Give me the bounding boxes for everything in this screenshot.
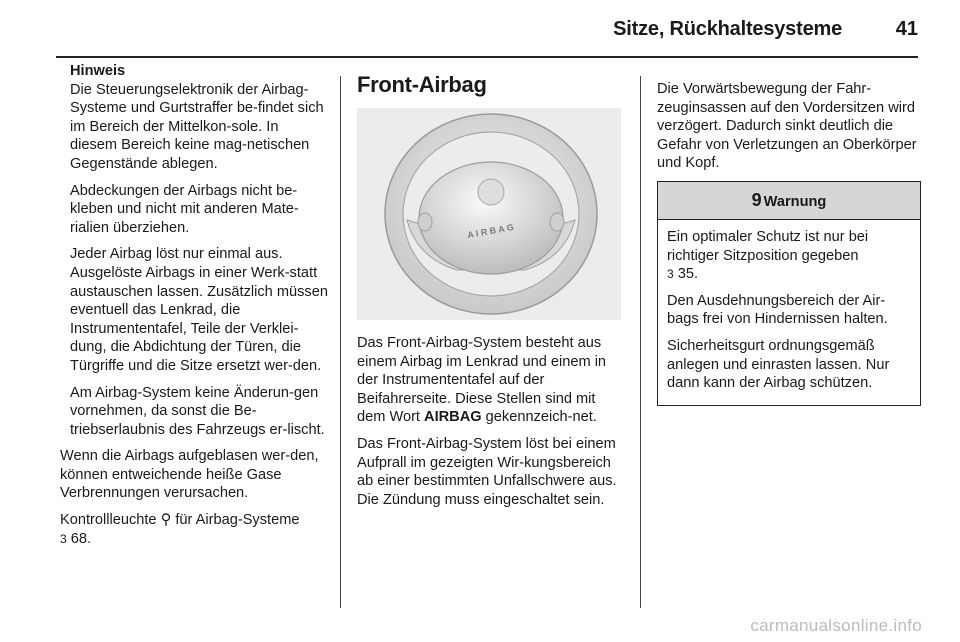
note-paragraph: Die Steuerungselektronik der Airbag-Systeme und Gurtstraffer be-findet sich im Bereich der Mittelkon-sole. In diesem Bereich keine mag-netischen Gegenstände ablegen. — [70, 81, 324, 172]
warning-body — [658, 220, 920, 405]
body-paragraph: Die Vorwärtsbewegung der Fahr-zeuginsassen auf den Vordersitzen wird verzögert. Dadurch sinkt deutlich die Gefahr von Verletzungen an Oberkörper und Kopf. — [657, 81, 917, 172]
warning-triangle-icon: 9 — [751, 189, 762, 210]
section-heading: Front-Airbag — [357, 72, 487, 97]
warning-paragraph: Ein optimaler Schutz ist nur bei richtiger Sitzposition gegeben 3 35. — [667, 228, 869, 283]
indicator-paragraph: Kontrollleuchte ⚲ für Airbag-Systeme 3 68. — [60, 512, 300, 547]
warning-title: Warnung — [763, 193, 827, 210]
page-ref-link[interactable]: 68. — [70, 530, 92, 547]
body-paragraph: Wenn die Airbags aufgeblasen wer-den, können entweichende heiße Gase Verbrennungen verursachen. — [60, 448, 319, 502]
note-block — [70, 62, 328, 439]
watermark: carmanualsonline.info — [750, 616, 922, 635]
airbag-keyword: AIRBAG — [424, 409, 482, 426]
column-divider-2 — [640, 76, 641, 608]
page-title: Sitze, Rückhaltesysteme — [613, 18, 842, 40]
warning-header — [658, 182, 920, 220]
warning-paragraph: Sicherheitsgurt ordnungsgemäß anlegen und einrasten lassen. Nur dann kann der Airbag schützen. — [667, 337, 890, 392]
page-ref-arrow-icon: 3 — [60, 531, 67, 546]
header-divider — [56, 56, 918, 58]
column-right — [657, 62, 921, 406]
airbag-warning-light-icon: ⚲ — [160, 512, 172, 529]
airbag-label: A I R B A G — [466, 222, 515, 241]
page-ref-arrow-icon: 3 — [667, 267, 674, 282]
warning-paragraph: Den Ausdehnungsbereich der Air-bags frei von Hindernissen halten. — [667, 292, 888, 328]
body-paragraph: Das Front-Airbag-System besteht aus einem Airbag im Lenkrad und einem in der Instrumententafel auf der Beifahrerseite. Diese Stellen sind mit dem Wort AIRBAG gekennzeich-net. — [357, 335, 607, 426]
note-paragraph: Abdeckungen der Airbags nicht be-kleben und nicht mit anderen Mate-rialien überziehen. — [70, 182, 299, 236]
page-header — [0, 0, 960, 56]
page-ref-link[interactable]: 35. — [677, 266, 699, 283]
note-first-paragraph — [70, 62, 328, 174]
body-paragraph: Das Front-Airbag-System löst bei einem Aufprall im gezeigten Wir-kungsbereich ab einer bestimmten Unfallschwere aus. Die Zündung muss eingeschaltet sein. — [357, 435, 617, 508]
column-left — [60, 62, 328, 556]
note-label: Hinweis — [70, 63, 126, 79]
steering-wheel-illustration — [357, 108, 621, 320]
page-number: 41 — [895, 18, 918, 40]
steering-wheel-icon — [357, 108, 621, 320]
column-middle — [357, 62, 625, 517]
warning-box — [657, 181, 921, 406]
column-divider-1 — [340, 76, 341, 608]
note-paragraph: Am Airbag-System keine Änderun-gen vornehmen, da sonst die Be-triebserlaubnis des Fahrzeugs er-lischt. — [70, 384, 325, 438]
note-paragraph: Jeder Airbag löst nur einmal aus. Ausgelöste Airbags in einer Werk-statt austauschen lassen. Zusätzlich müssen eventuell das Lenkrad, die Instrumententafel, Teile der Verklei-dung, die Abdichtung der Türen, die Türgriffe und die Sitze ersetzt wer-den. — [70, 246, 328, 374]
